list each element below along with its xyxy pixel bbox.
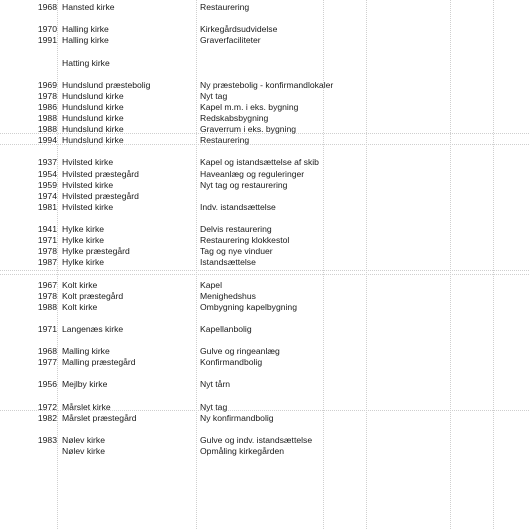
table-row — [0, 291, 529, 302]
work-cell: Kirkegårdsudvidelse — [200, 24, 278, 35]
place-cell: Kolt kirke — [62, 279, 98, 290]
place-cell: Hvilsted kirke — [62, 201, 114, 212]
year-cell: 1968 — [37, 346, 57, 357]
table-row — [0, 124, 529, 135]
table-row — [0, 80, 529, 91]
place-cell: Hundslund kirke — [62, 90, 124, 101]
work-cell: Menighedshus — [200, 290, 256, 301]
table-row — [0, 246, 529, 257]
table-row — [0, 335, 529, 346]
year-cell: 1959 — [37, 179, 57, 190]
year-cell: 1967 — [37, 279, 57, 290]
table-row — [0, 113, 529, 124]
year-cell: 1987 — [37, 257, 57, 268]
work-cell: Haveanlæg og reguleringer — [200, 168, 305, 179]
work-cell: Graverrum i eks. bygning — [200, 124, 296, 135]
work-cell: Kapellanbolig — [200, 323, 252, 334]
work-cell: Gulve og indv. istandsættelse — [200, 434, 313, 445]
place-cell: Hundslund kirke — [62, 124, 124, 135]
place-cell: Hundslund kirke — [62, 101, 124, 112]
table-row — [0, 235, 529, 246]
table-row — [0, 46, 529, 57]
year-cell: 1986 — [37, 101, 57, 112]
table-row — [0, 202, 529, 213]
work-cell: Nyt tag — [200, 401, 228, 412]
year-cell: 1956 — [37, 379, 57, 390]
table-row — [0, 180, 529, 191]
place-cell: Hundslund kirke — [62, 135, 124, 146]
work-cell: Restaurering — [200, 135, 250, 146]
year-cell: 1970 — [37, 24, 57, 35]
place-cell: Malling præstegård — [62, 357, 136, 368]
place-cell: Hvilsted kirke — [62, 179, 114, 190]
place-cell: Hatting kirke — [62, 57, 110, 68]
table-row — [0, 402, 529, 413]
year-cell: 1978 — [37, 90, 57, 101]
place-cell: Hundslund præstebolig — [62, 79, 151, 90]
table-row — [0, 58, 529, 69]
table-row — [0, 280, 529, 291]
table-row — [0, 302, 529, 313]
work-cell: Gulve og ringeanlæg — [200, 346, 280, 357]
table-row — [0, 191, 529, 202]
place-cell: Mårslet præstegård — [62, 412, 137, 423]
table-row — [0, 357, 529, 368]
place-cell: Halling kirke — [62, 24, 109, 35]
work-cell: Nyt tag og restaurering — [200, 179, 288, 190]
year-cell: 1972 — [37, 401, 57, 412]
work-cell: Konfirmandbolig — [200, 357, 263, 368]
work-cell: Nyt tag — [200, 90, 228, 101]
table-row — [0, 91, 529, 102]
table-row — [0, 424, 529, 435]
table-row — [0, 24, 529, 35]
year-cell: 1969 — [37, 79, 57, 90]
work-cell: Kapel og istandsættelse af skib — [200, 157, 319, 168]
work-cell: Ombygning kapelbygning — [200, 301, 297, 312]
year-cell: 1988 — [37, 124, 57, 135]
table-row — [0, 313, 529, 324]
work-cell: Tag og nye vinduer — [200, 246, 273, 257]
place-cell: Hvilsted kirke — [62, 157, 114, 168]
work-cell: Kapel m.m. i eks. bygning — [200, 101, 299, 112]
work-cell: Ny konfirmandbolig — [200, 412, 274, 423]
place-cell: Kolt kirke — [62, 301, 98, 312]
year-cell: 1937 — [37, 157, 57, 168]
year-cell: 1971 — [37, 235, 57, 246]
work-cell: Indv. istandsættelse — [200, 201, 276, 212]
work-cell: Ny præstebolig - konfirmandlokaler — [200, 79, 334, 90]
place-cell: Kolt præstegård — [62, 290, 124, 301]
place-cell: Nølev kirke — [62, 446, 105, 456]
table-row — [0, 135, 529, 146]
year-cell: 1988 — [37, 301, 57, 312]
table-row — [0, 213, 529, 224]
year-cell: 1982 — [37, 412, 57, 423]
table-row — [0, 146, 529, 157]
place-cell: Hylke kirke — [62, 235, 105, 246]
work-cell: Redskabsbygning — [200, 113, 269, 123]
year-cell: 1954 — [37, 168, 57, 179]
table-row — [0, 368, 529, 379]
place-cell: Halling kirke — [62, 35, 109, 46]
table-row — [0, 224, 529, 235]
table-row — [0, 435, 529, 446]
work-cell: Delvis restaurering — [200, 224, 272, 234]
table-row — [0, 13, 529, 24]
table-row — [0, 2, 529, 13]
place-cell: Mårslet kirke — [62, 401, 111, 412]
table-row — [0, 413, 529, 424]
year-cell: 1988 — [37, 113, 57, 123]
place-cell: Hylke kirke — [62, 257, 105, 268]
place-cell: Hylke præstegård — [62, 246, 130, 257]
table-row — [0, 102, 529, 113]
table-row — [0, 268, 529, 279]
year-cell: 1977 — [37, 357, 57, 368]
place-cell: Langenæs kirke — [62, 323, 124, 334]
year-cell: 1978 — [37, 290, 57, 301]
place-cell: Hundslund kirke — [62, 113, 124, 123]
work-cell: Nyt tårn — [200, 379, 231, 390]
place-cell: Nølev kirke — [62, 434, 105, 445]
table-row — [0, 157, 529, 168]
table-row — [0, 69, 529, 80]
work-cell: Opmåling kirkegården — [200, 446, 285, 456]
table-row — [0, 324, 529, 335]
year-cell: 1974 — [37, 190, 57, 201]
table-row — [0, 391, 529, 402]
place-cell: Hansted kirke — [62, 2, 115, 12]
year-cell: 1983 — [37, 434, 57, 445]
year-cell: 1991 — [37, 35, 57, 46]
place-cell: Hvilsted præstegård — [62, 190, 139, 201]
work-cell: Kapel — [200, 279, 222, 290]
year-cell: 1971 — [37, 323, 57, 334]
work-cell: Restaurering klokkestol — [200, 235, 290, 246]
year-cell: 1968 — [37, 2, 57, 12]
table-row — [0, 379, 529, 390]
table-row — [0, 446, 529, 457]
table-row — [0, 169, 529, 180]
place-cell: Hylke kirke — [62, 224, 105, 234]
work-cell: Graverfaciliteter — [200, 35, 261, 46]
place-cell: Hvilsted præstegård — [62, 168, 139, 179]
place-cell: Malling kirke — [62, 346, 110, 357]
work-cell: Restaurering — [200, 2, 250, 12]
year-cell: 1981 — [37, 201, 57, 212]
place-cell: Mejlby kirke — [62, 379, 108, 390]
year-cell: 1978 — [37, 246, 57, 257]
table-row — [0, 346, 529, 357]
table-row — [0, 35, 529, 46]
table-row — [0, 257, 529, 268]
work-cell: Istandsættelse — [200, 257, 256, 268]
year-cell: 1994 — [37, 135, 57, 146]
year-cell: 1941 — [37, 224, 57, 234]
